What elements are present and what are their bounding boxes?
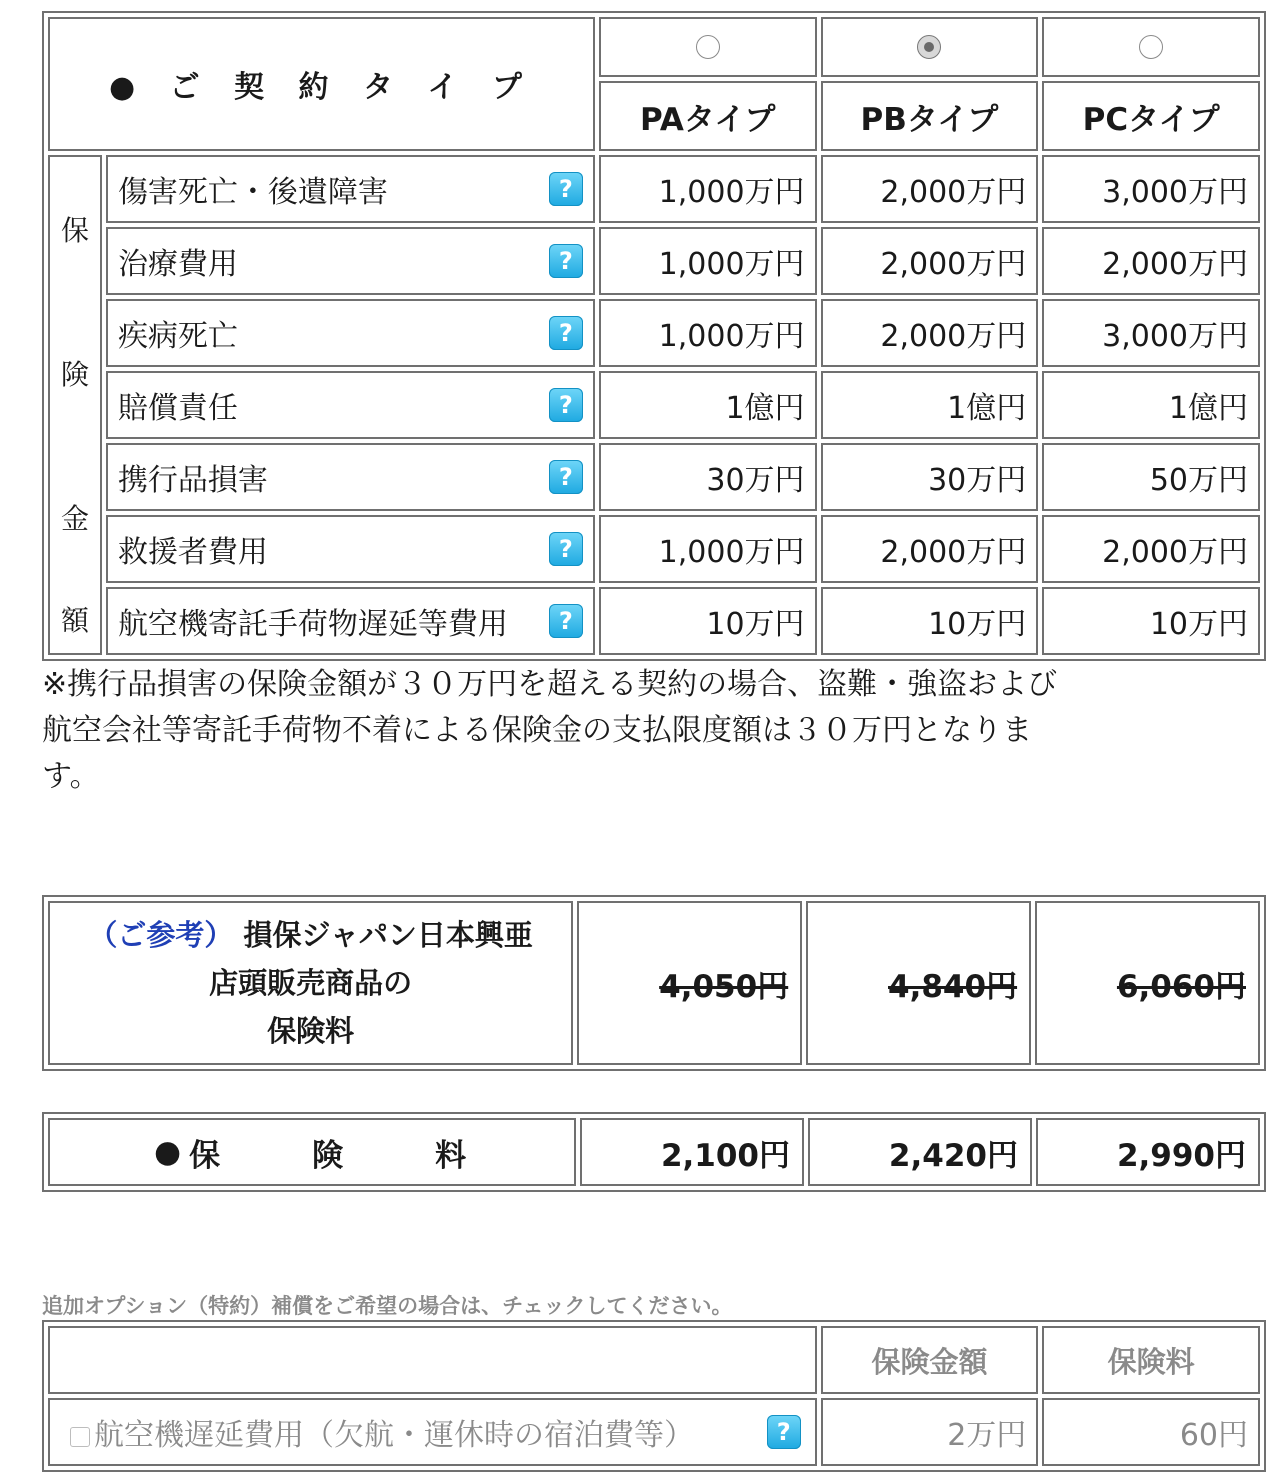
- premium-value: 2,100円: [580, 1118, 804, 1186]
- theft-limit-note: [42, 662, 1122, 800]
- reference-company: 損保ジャパン日本興亜: [243, 918, 533, 952]
- help-icon[interactable]: ?: [549, 316, 583, 350]
- coverage-value: 3,000万円: [1042, 155, 1260, 223]
- premium-value: 2,420円: [808, 1118, 1032, 1186]
- help-icon[interactable]: ?: [549, 460, 583, 494]
- premium-label-char: 料: [435, 1137, 467, 1174]
- coverage-value: 3,000万円: [1042, 299, 1260, 367]
- coverage-value: 1億円: [821, 371, 1039, 439]
- insured-amount-vertical-label: [48, 155, 102, 655]
- reference-prefix: （ご参考）: [88, 918, 234, 952]
- options-header-premium: 保険料: [1042, 1326, 1260, 1394]
- coverage-value: 1億円: [599, 371, 817, 439]
- coverage-value: 1,000万円: [599, 299, 817, 367]
- coverage-value: 2,000万円: [821, 515, 1039, 583]
- coverage-name: [106, 371, 595, 439]
- vertical-char: 額: [60, 604, 89, 637]
- note-line: 航空会社等寄託手荷物不着による保険金の支払限度額は３０万円となりま: [42, 713, 1032, 748]
- contract-type-header: ● ご 契 約 タ イ プ: [48, 17, 595, 151]
- coverage-label: 携行品損害: [117, 463, 268, 498]
- coverage-value: 1,000万円: [599, 155, 817, 223]
- reference-line: 店頭販売商品の: [209, 966, 413, 1000]
- coverage-name: [106, 587, 595, 655]
- coverage-value: 30万円: [821, 443, 1039, 511]
- premium-label-char: 険: [312, 1137, 344, 1174]
- coverage-label: 傷害死亡・後遺障害: [117, 175, 388, 210]
- coverage-label: 航空機寄託手荷物遅延等費用: [117, 607, 508, 642]
- premium-label-char: 保: [189, 1137, 221, 1174]
- coverage-label: 治療費用: [117, 247, 238, 282]
- option-flight-delay[interactable]: [48, 1398, 817, 1466]
- coverage-value: 2,000万円: [821, 155, 1039, 223]
- vertical-char: 保: [60, 214, 89, 247]
- vertical-char: 険: [60, 358, 89, 391]
- option-amount: 2万円: [821, 1398, 1039, 1466]
- help-icon[interactable]: ?: [549, 532, 583, 566]
- option-label: 航空機遅延費用（欠航・運休時の宿泊費等）: [94, 1418, 694, 1453]
- coverage-name: [106, 155, 595, 223]
- plan-label-pc[interactable]: PCタイプ: [1042, 81, 1260, 151]
- coverage-name: [106, 299, 595, 367]
- coverage-value: 1億円: [1042, 371, 1260, 439]
- coverage-name: [106, 515, 595, 583]
- plan-label-pb[interactable]: PBタイプ: [821, 81, 1039, 151]
- reference-line: 保険料: [267, 1014, 355, 1048]
- radio-pb[interactable]: [917, 35, 941, 59]
- note-line: ※携行品損害の保険金額が３０万円を超える契約の場合、盗難・強盗および: [42, 667, 1058, 702]
- options-intro: 追加オプション（特約）補償をご希望の場合は、チェックしてください。: [42, 1294, 733, 1318]
- plan-label-pa[interactable]: PAタイプ: [599, 81, 817, 151]
- coverage-value: 1,000万円: [599, 515, 817, 583]
- help-icon[interactable]: ?: [549, 604, 583, 638]
- options-header-blank: [48, 1326, 817, 1394]
- coverage-value: 50万円: [1042, 443, 1260, 511]
- coverage-value: 10万円: [1042, 587, 1260, 655]
- option-checkbox[interactable]: [70, 1427, 90, 1447]
- reference-price: 4,050円: [577, 901, 802, 1065]
- note-line: す。: [42, 759, 100, 794]
- help-icon[interactable]: ?: [549, 244, 583, 278]
- coverage-value: 2,000万円: [821, 227, 1039, 295]
- reference-price: 6,060円: [1035, 901, 1260, 1065]
- help-icon[interactable]: ?: [767, 1415, 801, 1449]
- coverage-value: 2,000万円: [821, 299, 1039, 367]
- coverage-value: 2,000万円: [1042, 227, 1260, 295]
- options-header-amount: 保険金額: [821, 1326, 1039, 1394]
- coverage-label: 疾病死亡: [117, 319, 238, 354]
- plan-table: [42, 11, 1266, 661]
- plan-radio-cell-pb[interactable]: [821, 17, 1039, 77]
- radio-pa[interactable]: [696, 35, 720, 59]
- reference-premium-table: [42, 895, 1266, 1071]
- help-icon[interactable]: ?: [549, 388, 583, 422]
- plan-radio-cell-pc[interactable]: [1042, 17, 1260, 77]
- coverage-label: 賠償責任: [117, 391, 238, 426]
- premium-table: [42, 1112, 1266, 1192]
- bullet: ●: [154, 1134, 182, 1170]
- option-premium: 60円: [1042, 1398, 1260, 1466]
- options-table: [42, 1320, 1266, 1472]
- radio-pc[interactable]: [1139, 35, 1163, 59]
- coverage-value: 2,000万円: [1042, 515, 1260, 583]
- reference-price: 4,840円: [806, 901, 1031, 1065]
- premium-value: 2,990円: [1036, 1118, 1260, 1186]
- vertical-char: 金: [60, 502, 89, 535]
- premium-label: [48, 1118, 576, 1186]
- reference-label: [48, 901, 573, 1065]
- plan-radio-cell-pa[interactable]: [599, 17, 817, 77]
- help-icon[interactable]: ?: [549, 172, 583, 206]
- coverage-value: 10万円: [821, 587, 1039, 655]
- coverage-label: 救援者費用: [117, 535, 268, 570]
- coverage-name: [106, 227, 595, 295]
- coverage-value: 1,000万円: [599, 227, 817, 295]
- coverage-value: 10万円: [599, 587, 817, 655]
- coverage-name: [106, 443, 595, 511]
- coverage-value: 30万円: [599, 443, 817, 511]
